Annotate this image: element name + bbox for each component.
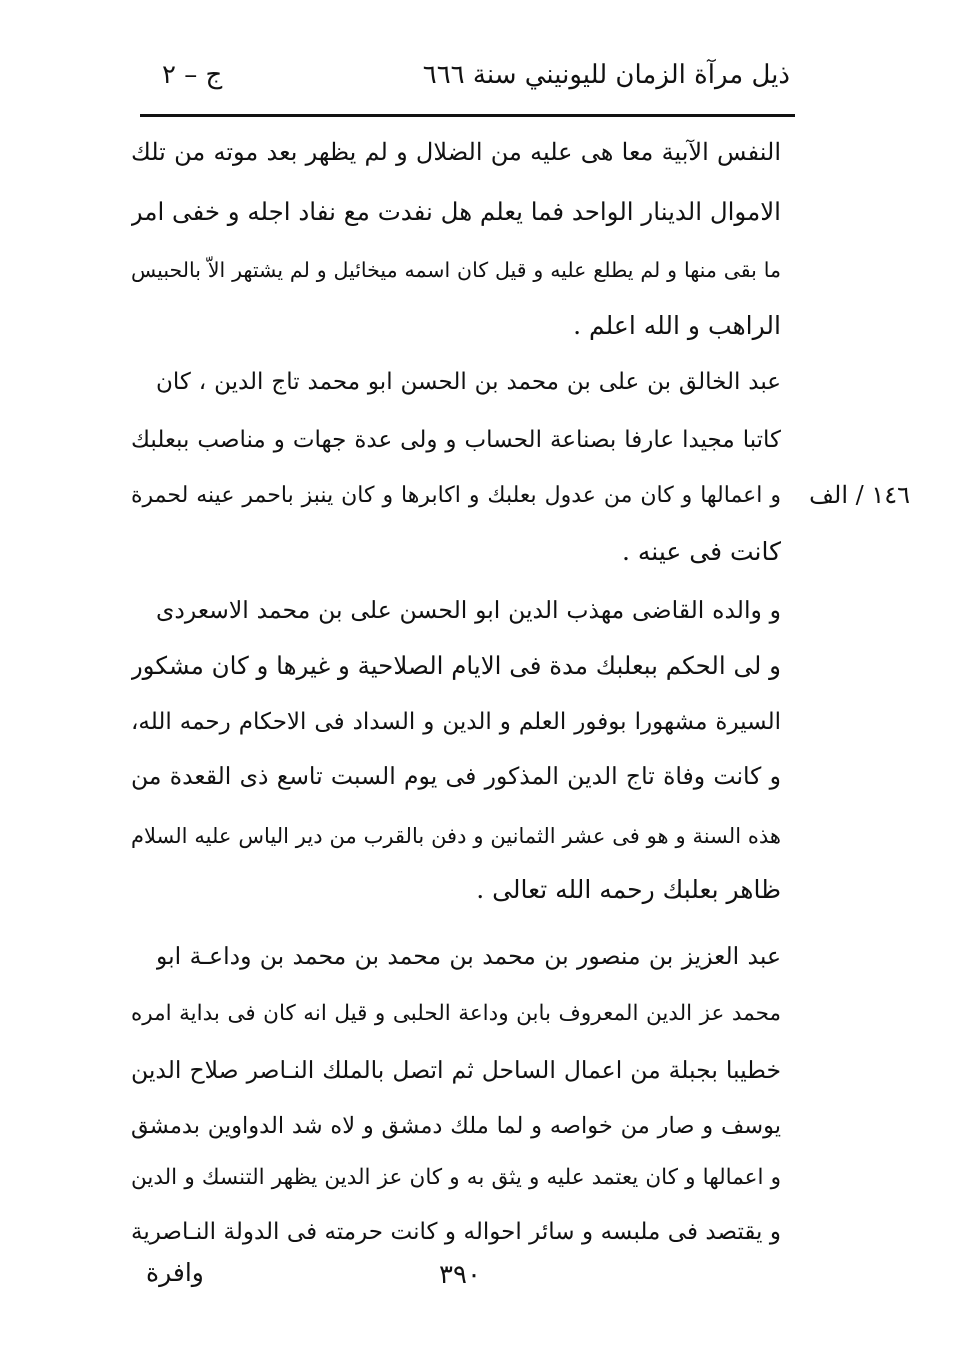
text-line: و والده القاضى مهذب الدين ابو الحسن على بن محمد الاسعردى xyxy=(156,596,781,624)
text-line: يوسف و صار من خواصه و لما ملك دمشق و لاه شد الدواوين بدمشق xyxy=(131,1113,781,1139)
text-line: عبد العزيز بن منصور بن محمد بن محمد بن محمد بن وداعـة ابو xyxy=(156,942,781,970)
text-line: و يقتصد فى ملبسه و سائر احواله و كانت حرمته فى الدولة النـاصرية xyxy=(131,1219,781,1245)
text-line: و اعمالها و كان من عدول بعلبك و اكابرها و كان ينبز باحمر عينه لحمرة xyxy=(131,483,781,508)
text-line: السيرة مشهورا بوفور العلم و الدين و السداد فى الاحكام رحمه الله، xyxy=(131,709,781,735)
text-line: الراهب و الله اعلم . xyxy=(573,311,781,340)
text-line: و اعمالها و كان يعتمد عليه و يثق به و كان عز الدين يظهر التنسك و الدين xyxy=(131,1165,781,1190)
header-title: ذيل مرآة الزمان لليونيني سنة ٦٦٦ xyxy=(422,60,790,90)
catchword: وافرة xyxy=(146,1258,204,1287)
header-rule xyxy=(140,114,795,117)
page-number: ٣٩٠ xyxy=(439,1260,481,1290)
folio-margin-note: ١٤٦ / الف xyxy=(809,481,910,509)
running-header xyxy=(140,60,790,104)
text-line: هذه السنة و هو فى عشر الثمانين و دفن بالقرب من دير الياس عليه السلام xyxy=(131,824,781,848)
text-line: كانت فى عينه . xyxy=(621,537,781,566)
text-line: ظاهر بعلبك رحمه الله تعالى . xyxy=(476,875,781,904)
text-line: خطيبا بجبلة من اعمال الساحل ثم اتصل بالملك النـاصر صلاح الدين xyxy=(131,1056,781,1084)
text-line: و لى الحكم ببعلبك مدة فى الايام الصلاحية و غيرها و كان مشكور xyxy=(131,651,781,680)
text-line: محمد عز الدين المعروف بابن وداعة الحلبى و قيل انه كان فى بداية امره xyxy=(131,1001,781,1026)
text-line: النفس الآبية معا هى عليه من الضلال و لم يظهر بعد موته من تلك xyxy=(131,138,781,166)
text-line: و كانت وفاة تاج الدين المذكور فى يوم السبت تاسع ذى القعدة من xyxy=(131,762,781,790)
text-line: الاموال الدينار الواحد فما يعلم هل نفدت مع نفاد اجله و خفى امر xyxy=(131,197,781,226)
text-line: كاتبا مجيدا عارفا بصناعة الحساب و ولى عدة جهات و مناصب ببعلبك xyxy=(131,427,781,453)
volume-label: ج – ٢ xyxy=(162,60,223,90)
text-line: ما بقى منها و لم يطلع عليه و قيل كان اسمه ميخائيل و لم يشتهر الاّ بالحبيس xyxy=(131,258,781,282)
text-line: عبد الخالق بن على بن محمد بن الحسن ابو محمد تاج الدين ، كان xyxy=(156,369,781,395)
